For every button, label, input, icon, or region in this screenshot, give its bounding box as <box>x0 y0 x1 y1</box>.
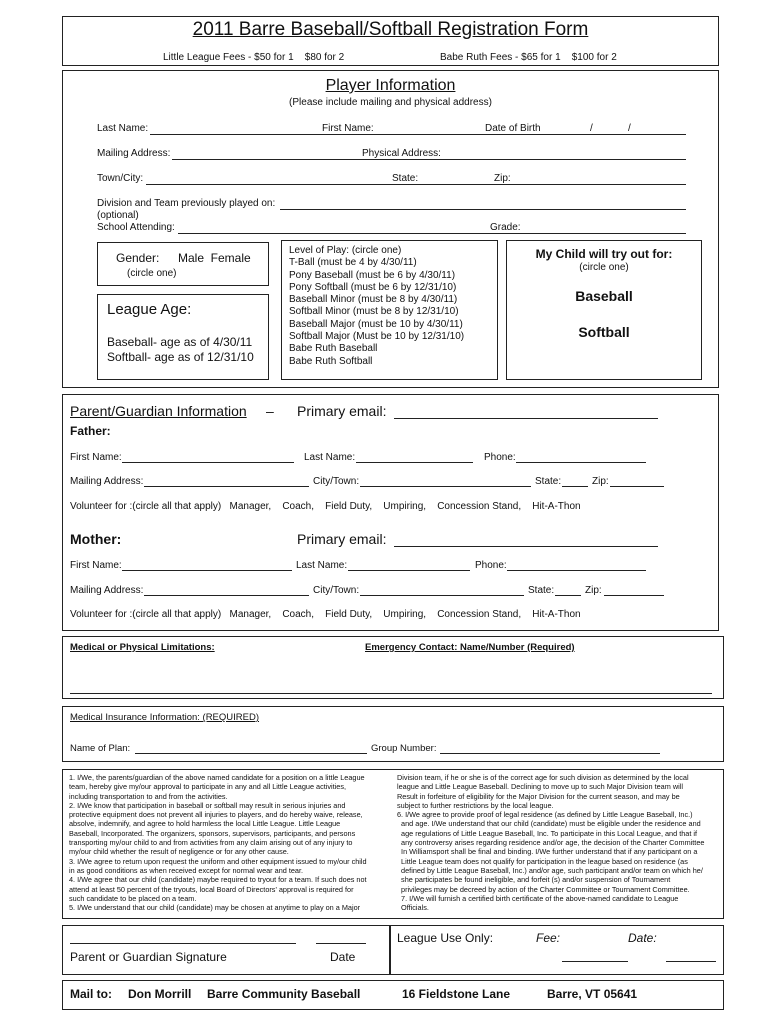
plan-name-line[interactable] <box>135 753 367 754</box>
legal-line: and age. I/We understand that our child (candidate) must be eligible under the residence and <box>397 819 701 829</box>
level-pony-softball[interactable]: Pony Softball (must be 6 by 12/31/10) <box>289 281 457 293</box>
level-babe-ruth-baseball[interactable]: Babe Ruth Baseball <box>289 343 378 355</box>
mail-to-city: Barre, VT 05641 <box>547 987 638 1001</box>
legal-line: any controversy arises regarding residence and/or age, the decision of the Charter Committee <box>397 838 705 848</box>
mother-phone-label: Phone: <box>475 560 507 571</box>
mailing-address-label: Mailing Address: <box>97 148 171 159</box>
level-tball[interactable]: T-Ball (must be 4 by 4/30/11) <box>289 257 417 269</box>
father-first-name-line[interactable] <box>122 462 294 463</box>
gender-hint: (circle one) <box>127 268 177 279</box>
legal-line: 3. I/We agree to return upon request the uniform and other equipment issued to my/our child <box>69 856 367 866</box>
group-number-label: Group Number: <box>371 743 437 754</box>
first-name-label: First Name: <box>322 123 374 134</box>
father-zip-label: Zip: <box>592 476 609 487</box>
mother-first-name-line[interactable] <box>122 570 292 571</box>
mother-zip-label: Zip: <box>585 585 602 596</box>
league-age-title: League Age: <box>107 301 192 318</box>
level-pony-baseball[interactable]: Pony Baseball (must be 6 by 4/30/11) <box>289 269 456 281</box>
father-volunteer[interactable]: Volunteer for :(circle all that apply) Manager, Coach, Field Duty, Umpiring, Concession Stand, Hit-A-Thon <box>70 501 581 512</box>
mail-to-street: 16 Fieldstone Lane <box>402 987 511 1001</box>
mother-mailing-line[interactable] <box>144 595 309 596</box>
father-city-label: City/Town: <box>313 476 360 487</box>
mail-to-label: Mail to: <box>70 987 112 1001</box>
father-last-name-label: Last Name: <box>304 452 356 463</box>
dob-slash-1: / <box>590 123 593 134</box>
tryout-softball[interactable]: Softball <box>578 324 630 340</box>
league-use-title: League Use Only: <box>397 931 494 945</box>
fees-little-league: Little League Fees - $50 for 1 $80 for 2 <box>163 52 345 63</box>
legal-line: 4. I/We agree that our child (candidate) maybe required to tryout for a team. If such does not <box>69 875 367 885</box>
division-line[interactable] <box>280 209 686 210</box>
father-last-name-line[interactable] <box>356 462 473 463</box>
zip-label: Zip: <box>494 173 511 184</box>
legal-line: Division team, if he or she is of the correct age for such division as determined by the local <box>397 773 689 782</box>
father-state-line[interactable] <box>562 486 588 487</box>
legal-line: privileges may be decreed by action of the Charter Committee or Tournament Committee. <box>397 884 690 894</box>
legal-line: absolve, indemnify, and agree to hold harmless the local Little League. Little League <box>69 819 341 829</box>
father-phone-label: Phone: <box>484 452 516 463</box>
legal-line: In Williamsport shall be final and binding. I/We further understand that if any participant on a <box>397 847 698 857</box>
mother-state-line[interactable] <box>555 595 581 596</box>
fees-babe-ruth: Babe Ruth Fees - $65 for 1 $100 for 2 <box>440 52 617 63</box>
mother-label: Mother: <box>70 531 122 547</box>
father-phone-line[interactable] <box>516 462 646 463</box>
legal-line: 5. I/We understand that our child (candidate) may be chosen at anytime to play on a Major <box>69 903 361 913</box>
father-primary-email-label: Primary email: <box>297 403 387 419</box>
legal-line: including transportation to and from the activities. <box>69 791 228 801</box>
school-line[interactable] <box>178 233 686 234</box>
mother-phone-line[interactable] <box>507 570 646 571</box>
dob-slash-2: / <box>628 123 631 134</box>
father-first-name-label: First Name: <box>70 452 122 463</box>
legal-line: Baseball, Incorporated. The organizers, sponsors, supervisors, participants, and persons <box>69 828 356 838</box>
player-name-line[interactable] <box>150 134 686 135</box>
signature-date-line[interactable] <box>316 943 366 944</box>
league-age-baseball: Baseball- age as of 4/30/11 <box>107 335 253 349</box>
mail-to-name: Don Morrill <box>128 987 192 1001</box>
legal-line: league and Little League Baseball. Declining to move up to such Major Division team will <box>397 782 683 792</box>
father-mailing-line[interactable] <box>144 486 309 487</box>
level-baseball-minor[interactable]: Baseball Minor (must be 8 by 4/30/11) <box>289 294 458 306</box>
legal-line: age regulations of Little League Baseball, Inc. To participate in this Local League, and that if <box>397 828 698 838</box>
legal-line: protective equipment does not prevent all injuries to players, and do hereby waive, release, <box>69 810 363 820</box>
league-age-softball: Softball- age as of 12/31/10 <box>107 350 254 364</box>
legal-line: Little League team does not qualify for participation in the league based on residence (as <box>397 856 688 866</box>
gender-label: Gender: <box>116 251 160 265</box>
level-softball-minor[interactable]: Softball Minor (must be 8 by 12/31/10) <box>289 306 459 318</box>
legal-text-right <box>397 773 704 912</box>
mother-email-line[interactable] <box>394 546 658 547</box>
legal-text-left <box>69 773 367 912</box>
emergency-contact-label: Emergency Contact: Name/Number (Required) <box>365 642 575 653</box>
last-name-label: Last Name: <box>97 123 149 134</box>
player-town-line[interactable] <box>146 184 686 185</box>
plan-name-label: Name of Plan: <box>70 743 131 754</box>
father-email-line[interactable] <box>394 418 658 419</box>
level-of-play-list <box>289 245 464 368</box>
legal-line: Officials. <box>397 903 429 913</box>
player-address-line[interactable] <box>172 159 686 160</box>
legal-line: transporting my/our child to and from activities from any claim arising out of any injury to <box>69 838 353 848</box>
mother-state-label: State: <box>528 585 555 596</box>
parent-info-dash: – <box>266 403 274 419</box>
optional-label: (optional) <box>97 210 139 221</box>
father-label: Father: <box>70 424 111 438</box>
legal-line: in as good conditions as when received except for normal wear and tear. <box>69 865 304 875</box>
signature-line[interactable] <box>70 943 296 944</box>
town-city-label: Town/City: <box>97 173 144 184</box>
parent-signature-label: Parent or Guardian Signature <box>70 950 227 964</box>
level-of-play-heading: Level of Play: (circle one) <box>289 245 402 256</box>
legal-line: team, hereby give my/our approval to participate in any and all Little League activities, <box>69 782 347 792</box>
tryout-hint: (circle one) <box>579 262 629 273</box>
player-info-title: Player Information <box>325 77 456 94</box>
mother-last-name-line[interactable] <box>348 570 470 571</box>
mother-zip-line[interactable] <box>604 595 664 596</box>
tryout-title: My Child will try out for: <box>535 247 673 261</box>
mother-last-name-label: Last Name: <box>296 560 348 571</box>
grade-label: Grade: <box>490 222 521 233</box>
legal-line: subject to further restrictions by the local league. <box>397 800 554 810</box>
legal-line: 2. I/We know that participation in baseball or softball may result in serious injuries and <box>69 800 346 810</box>
dob-label: Date of Birth <box>485 123 541 134</box>
father-zip-line[interactable] <box>610 486 664 487</box>
mail-to-org: Barre Community Baseball <box>207 987 361 1001</box>
parent-info-title: Parent/Guardian Information <box>70 403 247 419</box>
legal-line: 7. I/We will furnish a certified birth certificate of the above-named candidate to League <box>397 893 679 903</box>
level-babe-ruth-softball[interactable]: Babe Ruth Softball <box>289 355 373 367</box>
medical-line[interactable] <box>70 693 712 694</box>
gender-options[interactable]: Male Female <box>178 251 251 265</box>
league-use-date-line[interactable] <box>666 961 716 962</box>
insurance-title: Medical Insurance Information: (REQUIRED) <box>70 712 260 723</box>
group-number-line[interactable] <box>440 753 660 754</box>
father-state-label: State: <box>535 476 562 487</box>
mother-volunteer[interactable]: Volunteer for :(circle all that apply) Manager, Coach, Field Duty, Umpiring, Concession Stand, Hit-A-Thon <box>70 609 581 620</box>
mother-primary-email-label: Primary email: <box>297 531 387 547</box>
level-softball-major[interactable]: Softball Major (Must be 10 by 12/31/10) <box>289 331 465 343</box>
school-label: School Attending: <box>97 222 175 233</box>
legal-line: she participates be found ineligible, and forfeit (s) and/or suspension of Tournament <box>397 875 671 885</box>
physical-address-label: Physical Address: <box>362 148 441 159</box>
form-title: 2011 Barre Baseball/Softball Registration Form <box>192 19 589 40</box>
player-info-subtitle: (Please include mailing and physical address) <box>289 97 492 108</box>
father-city-line[interactable] <box>360 486 531 487</box>
father-mailing-label: Mailing Address: <box>70 476 144 487</box>
legal-line: such candidate to be placed on a team. <box>69 893 197 903</box>
medical-limitations-label: Medical or Physical Limitations: <box>70 642 215 653</box>
legal-line: attend at least 50 percent of the tryouts, local Board of Directors' approval is required for <box>69 884 354 894</box>
legal-line: 1. I/We, the parents/guardian of the above named candidate for a position on a little League <box>69 773 365 782</box>
league-use-date-label: Date: <box>628 931 657 945</box>
mother-first-name-label: First Name: <box>70 560 122 571</box>
league-use-fee-line[interactable] <box>562 961 628 962</box>
tryout-baseball[interactable]: Baseball <box>575 288 633 304</box>
legal-line: 6. I/We agree to provide proof of legal residence (as defined by Little League Baseball, Inc.) <box>397 810 693 820</box>
league-use-fee-label: Fee: <box>536 931 561 945</box>
signature-date-label: Date <box>330 950 356 964</box>
mother-city-label: City/Town: <box>313 585 360 596</box>
legal-line: Result in forfeiture of eligibility for the Major Division for the current season, and may be <box>397 791 680 801</box>
division-label: Division and Team previously played on: <box>97 198 276 209</box>
state-label: State: <box>392 173 419 184</box>
legal-line: my/our child whether the result of negligence or for any other cause. <box>69 847 289 857</box>
legal-line: defined by Little League Baseball, Inc.) and/or age, such participant and/or team on which he/ <box>397 865 703 875</box>
mother-city-line[interactable] <box>360 595 524 596</box>
level-baseball-major[interactable]: Baseball Major (must be 10 by 4/30/11) <box>289 318 463 330</box>
mother-mailing-label: Mailing Address: <box>70 585 144 596</box>
tryout-box <box>506 240 702 380</box>
